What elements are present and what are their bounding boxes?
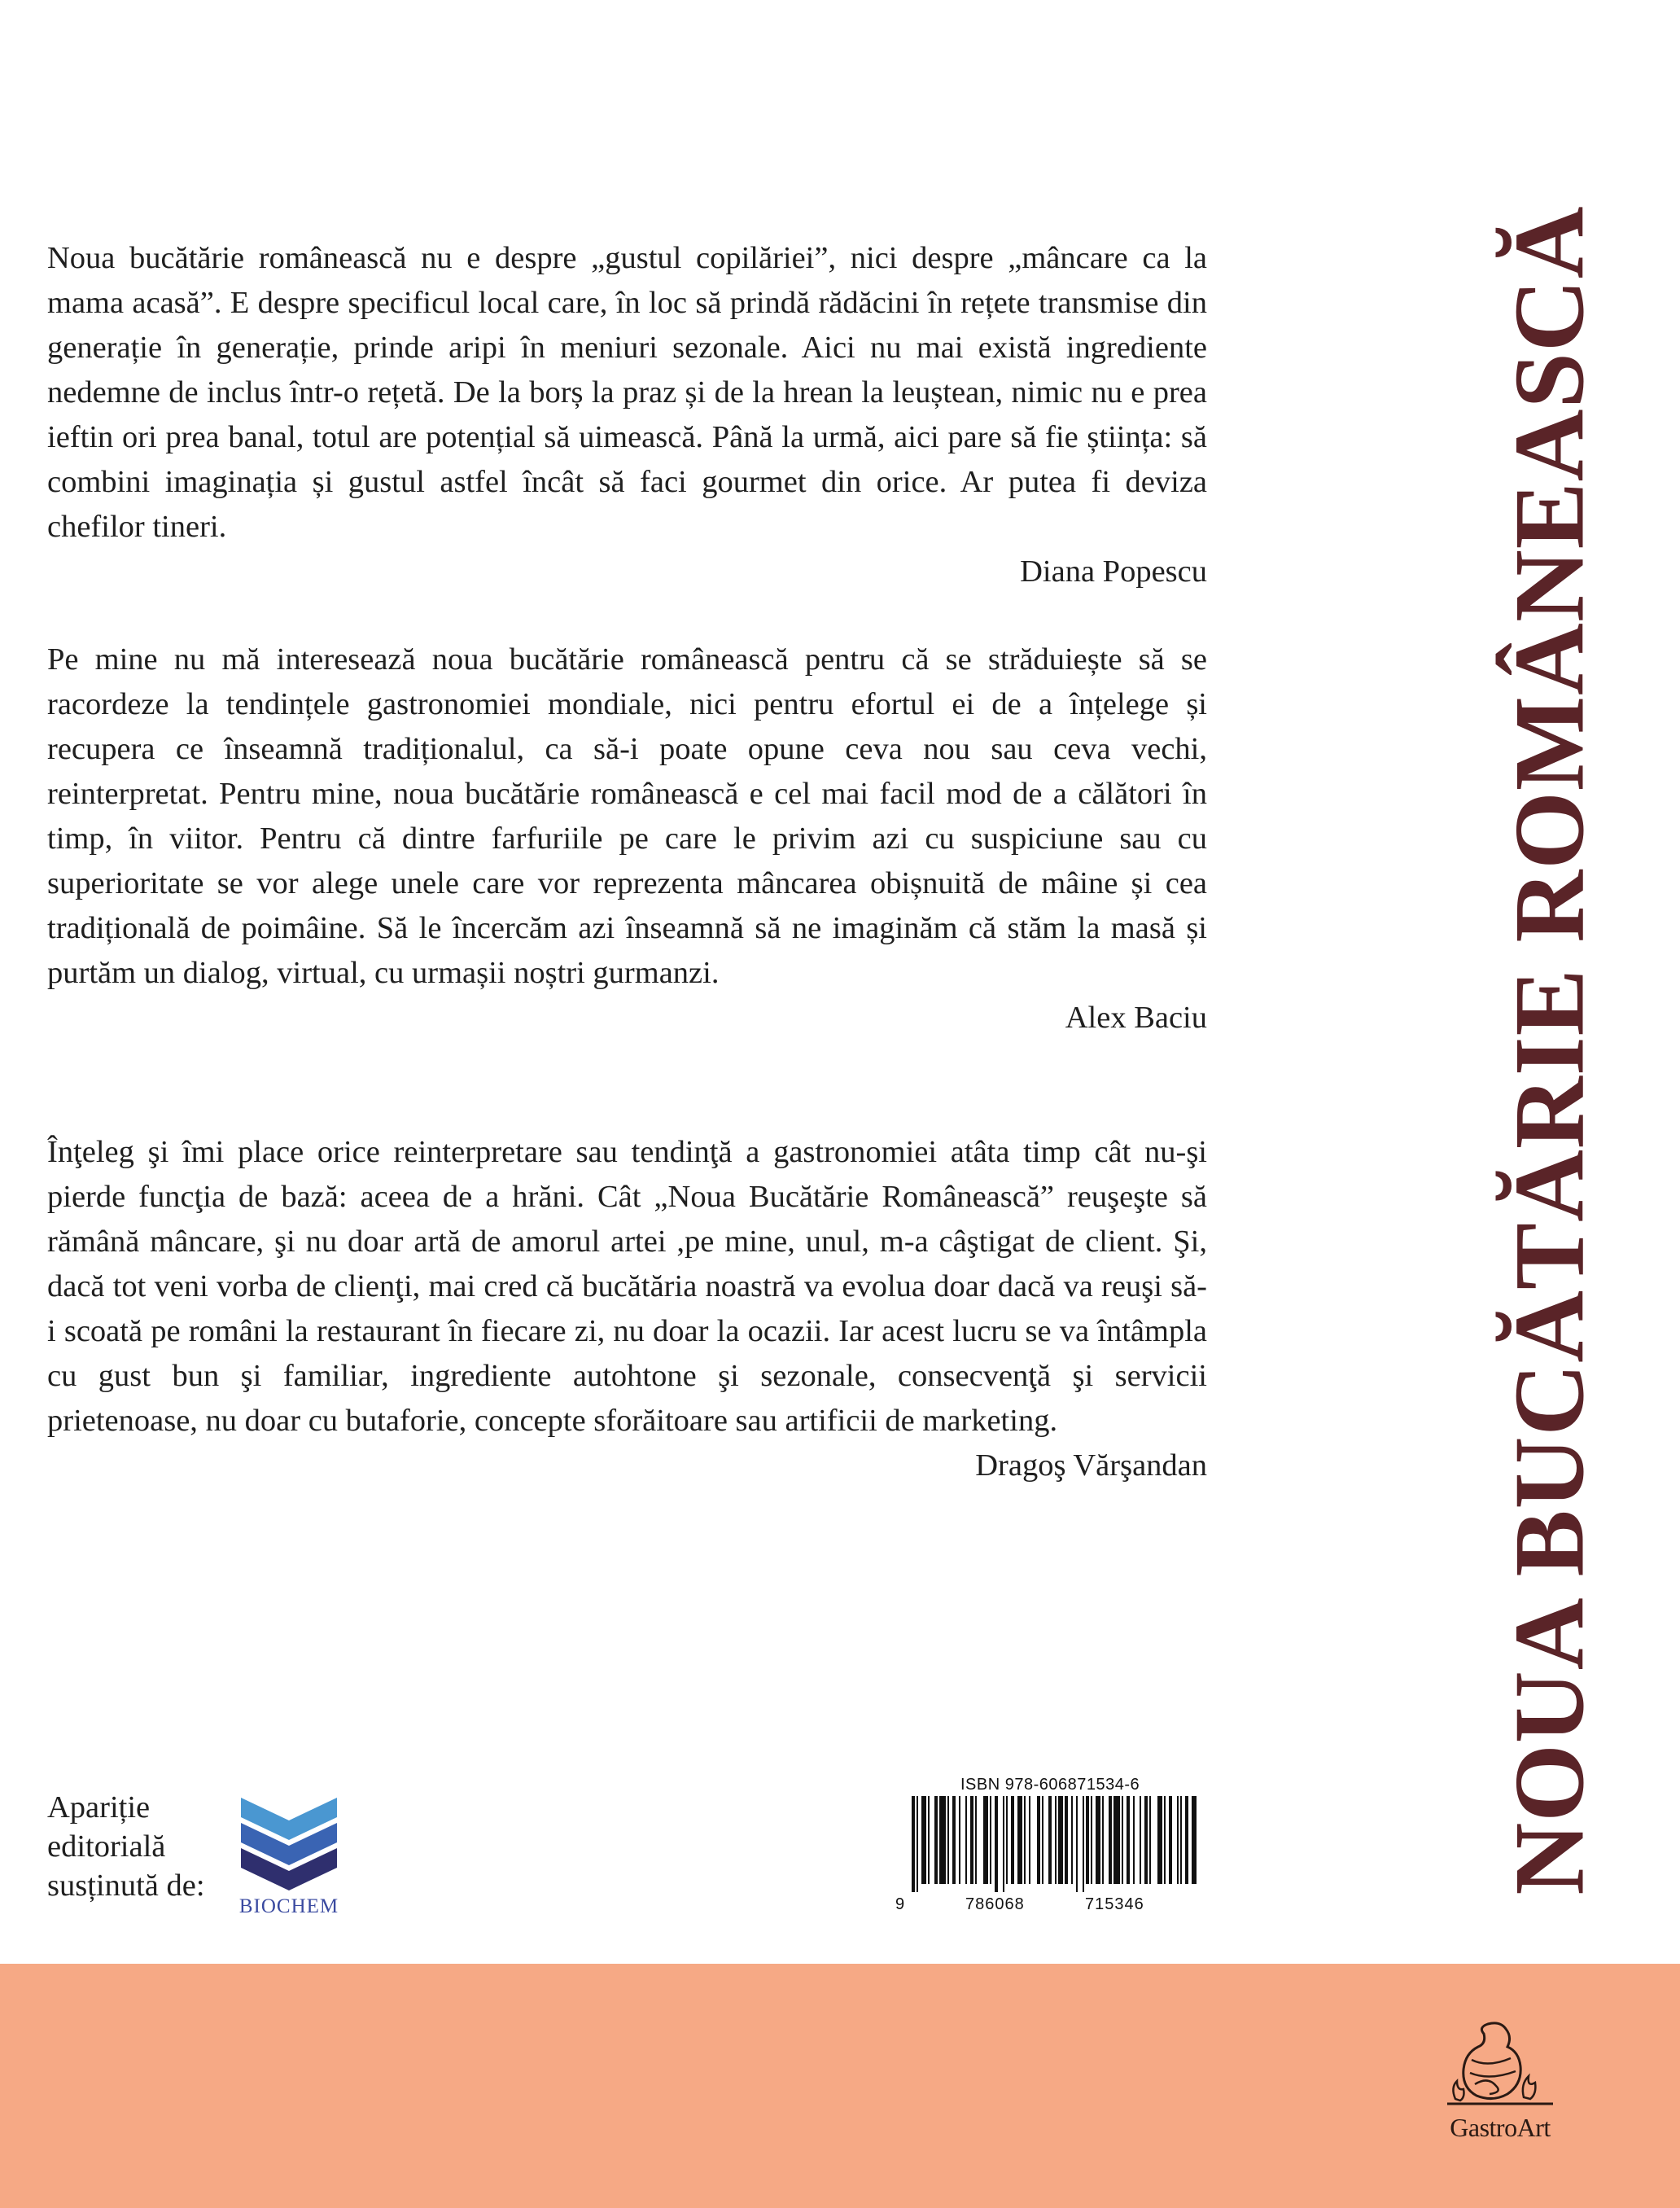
barcode-bar [1058,1796,1063,1884]
barcode-bar [1127,1796,1130,1884]
barcode-bar [1109,1796,1112,1884]
quote-dragos-varsandan [47,1130,1207,1488]
barcode-bar [1169,1796,1172,1884]
barcode-bar [959,1796,960,1884]
sponsor-name: BIOCHEM [238,1895,339,1917]
publisher-logo [1439,2019,1561,2143]
barcode-bar [1006,1796,1008,1884]
barcode-bar [1071,1796,1073,1884]
barcode-bar [947,1796,949,1884]
chevron-stack-icon [238,1796,340,1892]
publisher-name: GastroArt [1450,2113,1551,2142]
isbn-barcode [895,1776,1205,1930]
barcode-bar [1133,1796,1135,1884]
isbn-text: ISBN 978-606871534-6 [960,1776,1140,1794]
barcode-bar [934,1796,938,1884]
barcode-bar [995,1796,998,1892]
barcode-icon [895,1796,1205,1894]
barcode-bar [1140,1796,1141,1884]
barcode-bar [1055,1796,1057,1884]
quote-author: Dragoş Vărşandan [975,1448,1207,1483]
barcode-bar [928,1796,930,1884]
barcode-bar [917,1796,918,1892]
quote-text: Înţeleg şi îmi place orice reinterpretare sau tendinţă a gastronomiei atâta timp cât nu-şi pierde funcţia de bază: aceea de a hrăni. Cât „Noua Bucătărie Românească” reuşeşte să rămână mâncare, şi nu doar artă de amorul artei ,pe mine, unul, m-a câştigat de client. Şi, dacă tot veni vorba de clienţi, mai cred că bucătăria noastră va evolua doar dacă va reuşi să-i scoată pe români la restaurant în fiecare zi, nu doar la ocazii. Iar acest lucru se va întâmpla cu gust bun şi familiar, ingrediente autohtone şi sezonale, consecvenţă şi servicii prietenoase, nu doar cu butaforie, concepte sforăitoare sau artificii de marketing. [47,1135,1207,1438]
sponsor-label: Apariție editorială susținută de: [47,1790,205,1903]
bottom-color-band [0,1964,1680,2208]
barcode-bar [921,1796,926,1884]
barcode-bar [1180,1796,1182,1884]
barcode-bar [1177,1796,1179,1884]
barcode-digits-left: 786068 [965,1895,1025,1913]
barcode-bar [1086,1796,1089,1884]
quote-text: Pe mine nu mă interesează noua bucătărie românească pentru că se străduiește să se racordeze la tendințele gastronomiei mondiale, nici pentru efortul ei de a înțelege și recupera ce înseamnă tradiționalul, ca să-i poate opune ceva nou sau ceva vechi, reinterpretat. Pentru mine, noua bucătărie românească e cel mai facil mod de a călători în timp, în viitor. Pentru că dintre farfuriile pe care le privim azi cu suspiciune sau cu superioritate se vor alege unele care vor reprezenta mâncarea obișnuită de mâine și cea tradițională de poimâine. Să le încercăm azi înseamnă să ne imaginăm că stăm la masă și purtăm un dialog, virtual, cu urmașii noștri gurmanzi. [47,642,1207,990]
barcode-bar [1042,1796,1043,1884]
barcode-bar [1065,1796,1068,1884]
barcode-bar [1102,1796,1104,1884]
barcode-bar [952,1796,956,1884]
barcode-bar [1029,1796,1030,1884]
barcode-bar [1037,1796,1040,1884]
barcode-bar [1113,1796,1120,1884]
quote-diana-popescu [47,236,1207,594]
barcode-bar [1149,1796,1151,1884]
barcode-bar [975,1796,977,1884]
barcode-bar [1003,1796,1004,1892]
barcode-bar [1096,1796,1100,1884]
quote-text: Noua bucătărie românească nu e despre „gustul copilăriei”, nici despre „mâncare ca la mama acasă”. E despre specificul local care, în loc să prindă rădăcini în rețete transmise din generație în generație, prinde aripi în meniuri sezonale. Aici nu mai există ingrediente nedemne de inclus într-o rețetă. De la borș la praz și de la hrean la leuștean, nimic nu e prea ieftin ori prea banal, totul are potențial să uimească. Până la urmă, aici pare să fie știința: să combini imaginația și gustul astfel încât să faci gourmet din orice. Ar putea fi deviza chefilor tineri. [47,241,1207,544]
barcode-bar [1192,1796,1197,1884]
barcode-bar [990,1796,991,1884]
barcode-bar [1048,1796,1052,1884]
barcode-digits-right: 715346 [1085,1895,1144,1913]
barcode-bar [983,1796,988,1884]
barcode-bar [1164,1796,1166,1884]
barcode-bar [970,1796,973,1884]
barcode-bar [1017,1796,1022,1884]
barcode-bar [939,1796,946,1884]
barcode-bar [1157,1796,1162,1884]
quote-author: Alex Baciu [1065,1001,1207,1035]
barcode-bar [1076,1796,1078,1892]
barcode-bar [1185,1796,1188,1884]
barcode-digit-prefix: 9 [895,1895,906,1913]
barcode-bar [1024,1796,1026,1884]
barcode-bar [1083,1796,1084,1892]
spine-title: NOUA BUCĂTĂRIE ROMÂNEASCĂ [1493,205,1605,1895]
gastroart-pot-icon [1439,2019,1561,2109]
barcode-bar [912,1796,915,1892]
barcode-bar [1011,1796,1014,1884]
barcode-bar [1144,1796,1148,1884]
biochem-logo [238,1796,340,1918]
quote-alex-baciu [47,637,1207,1040]
barcode-bar [1122,1796,1123,1884]
barcode-bar [965,1796,967,1884]
barcode-bar [1091,1796,1092,1884]
quote-author: Diana Popescu [1020,554,1207,589]
